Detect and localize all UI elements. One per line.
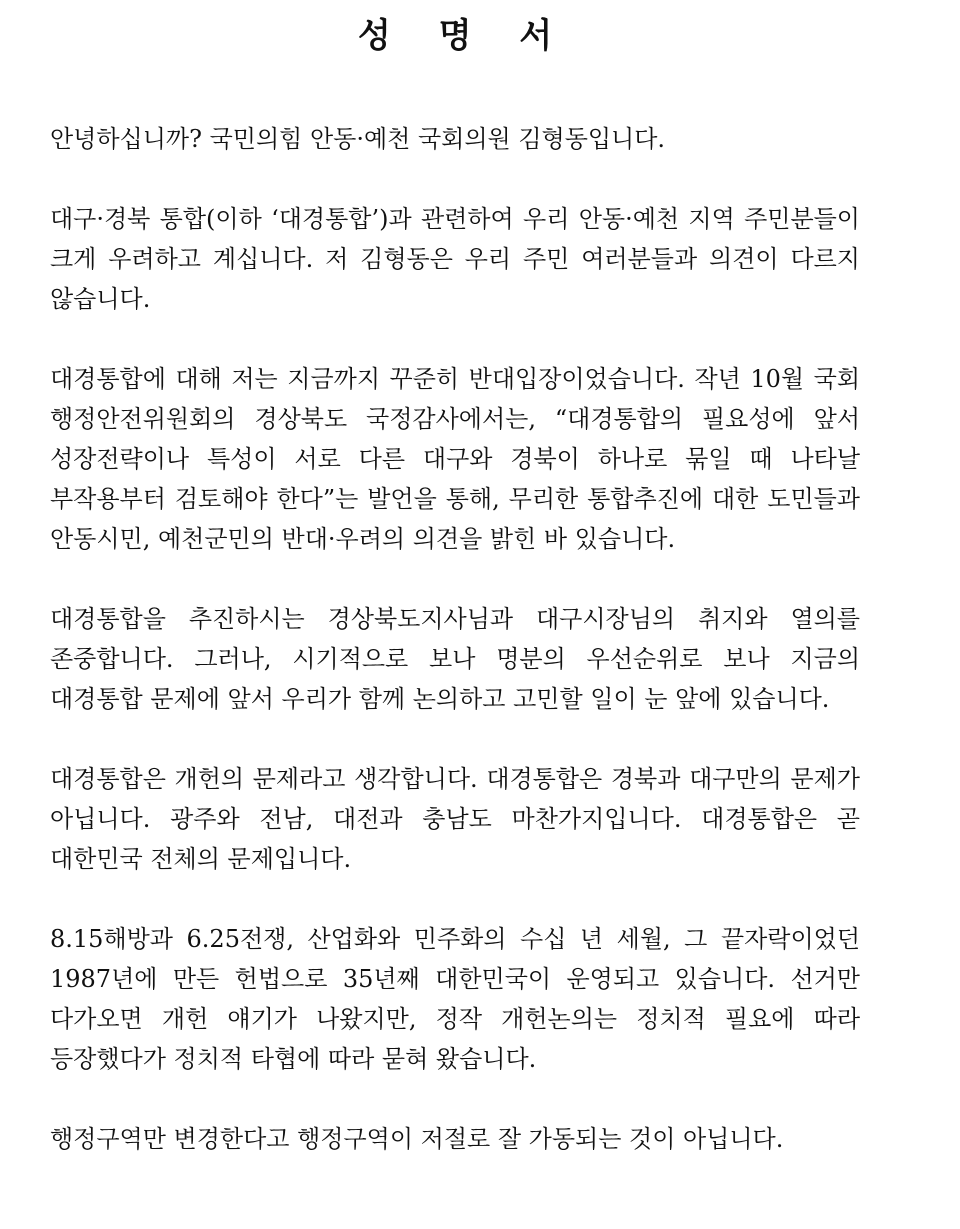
paragraph-administrative-districts: 행정구역만 변경한다고 행정구역이 저절로 잘 가동되는 것이 아닙니다. (50, 1125, 784, 1153)
paragraph-respect-and-priorities: 대경통합을 추진하시는 경상북도지사님과 대구시장님의 취지와 열의를 존중합니다. 그러나, 시기적으로 보나 명분의 우선순위로 보나 지금의 대경통합 문제에 앞서 우리가 함께 논의하고 고민할 일이 눈 앞에 있습니다. (50, 605, 860, 713)
paragraph-constitution-history: 8.15해방과 6.25전쟁, 산업화와 민주화의 수십 년 세월, 그 끝자락이었던 1987년에 만든 헌법으로 35년째 대한민국이 운영되고 있습니다. 선거만 다가오면 개헌 얘기가 나왔지만, 정작 개헌논의는 정치적 필요에 따라 등장했다가 정치적 타협에 따라 묻혀 왔습니다. (50, 925, 860, 1073)
paragraph-residents-concern: 대구·경북 통합(이하 ‘대경통합’)과 관련하여 우리 안동·예천 지역 주민분들이 크게 우려하고 계십니다. 저 김형동은 우리 주민 여러분들과 의견이 다르지 않습니다. (50, 205, 860, 313)
document-title: 성 명 서 (357, 16, 571, 56)
paragraph-opposition-history: 대경통합에 대해 저는 지금까지 꾸준히 반대입장이었습니다. 작년 10월 국회 행정안전위원회의 경상북도 국정감사에서는, “대경통합의 필요성에 앞서 성장전략이나 특성이 서로 다른 대구와 경북이 하나로 묶일 때 나타날 부작용부터 검토해야 한다”는 발언을 통해, 무리한 통합추진에 대한 도민들과 안동시민, 예천군민의 반대·우려의 의견을 밝힌 바 있습니다. (50, 365, 860, 553)
statement-document (50, 0, 860, 1159)
paragraph-greeting: 안녕하십니까? 국민의힘 안동·예천 국회의원 김형동입니다. (50, 125, 666, 153)
paragraph-constitutional-issue: 대경통합은 개헌의 문제라고 생각합니다. 대경통합은 경북과 대구만의 문제가 아닙니다. 광주와 전남, 대전과 충남도 마찬가지입니다. 대경통합은 곧 대한민국 전체의 문제입니다. (50, 765, 860, 873)
